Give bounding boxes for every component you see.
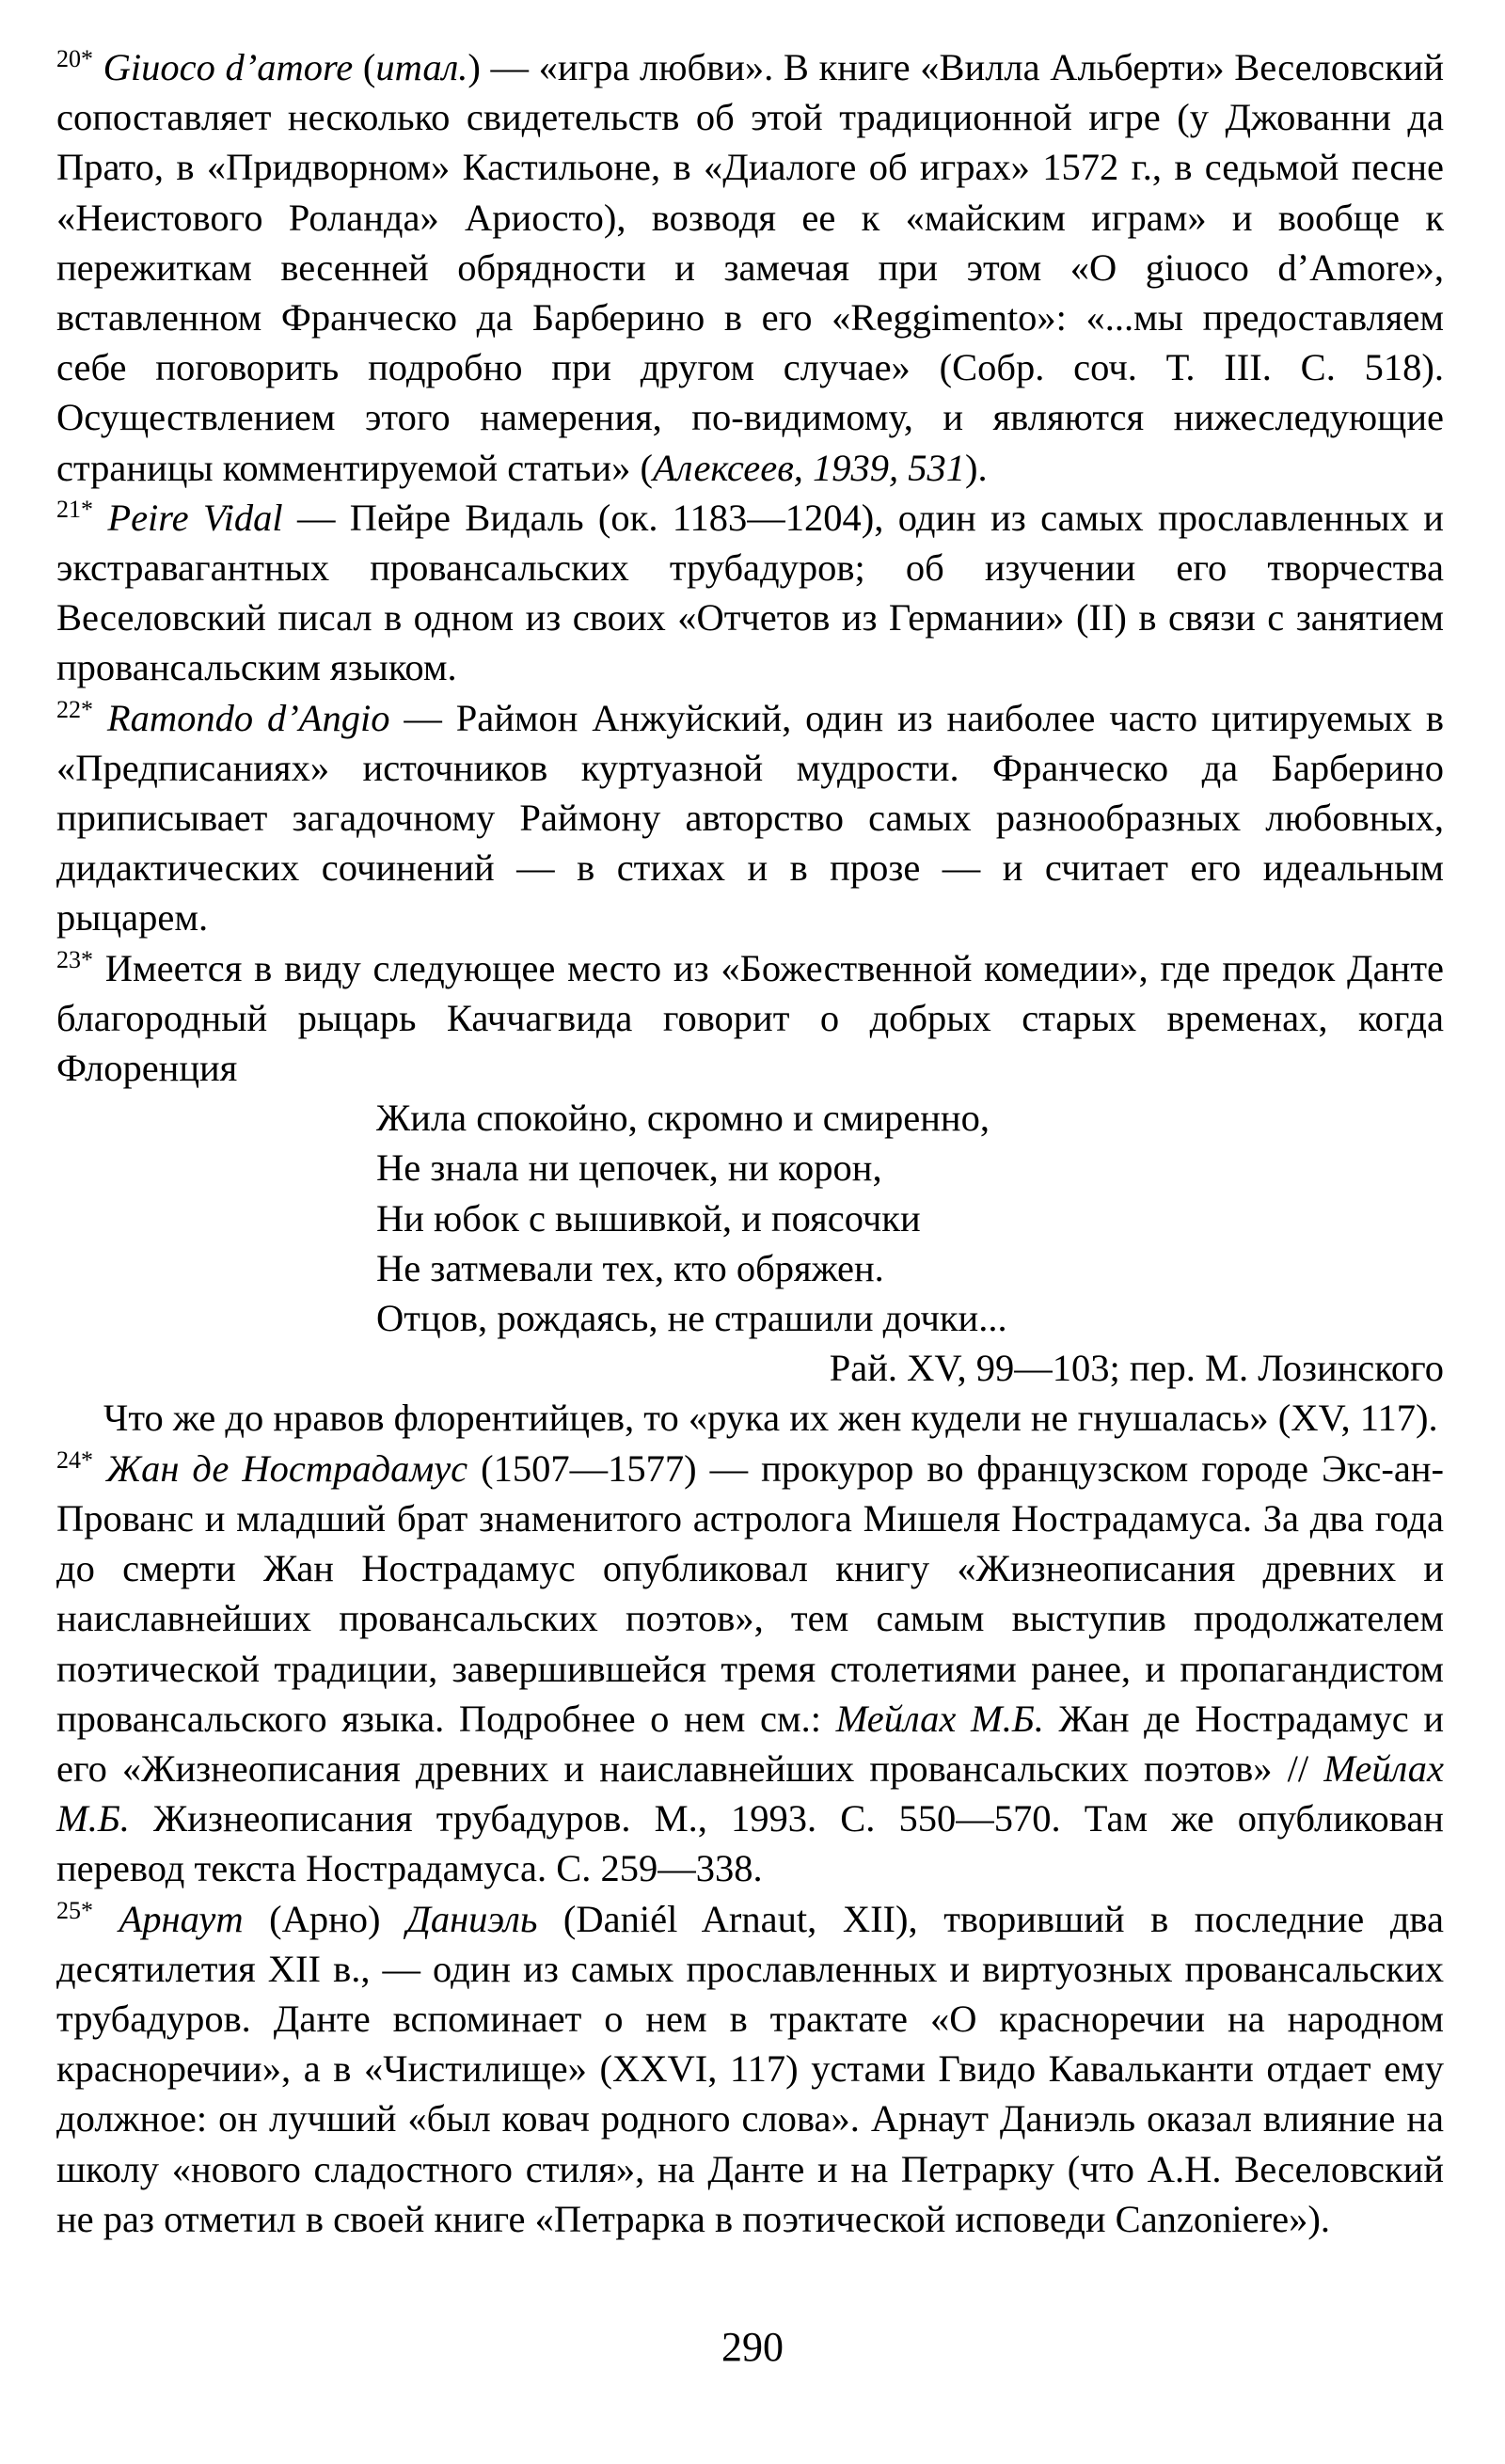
note-text: Имеется в виду следующее место из «Божественной комедии», где предок Данте благородный рыцарь Каччагвида говорит о добрых старых временах, когда Флоренция (56, 946, 1444, 1090)
note-text: — Пейре Видаль (ок. 1183—1204), один из самых прославленных и экстравагантных провансальских трубадуров; об изучении его творчества Веселовский писал в одном из своих «Отчетов из Германии» (II) в связи с занятием провансальским языком. (56, 496, 1444, 689)
note-term: Ramondo d’Angio (106, 696, 390, 739)
note-author: Мейлах М.Б. (56, 1746, 1444, 1840)
note-24 (56, 1444, 1444, 1894)
note-number: 24* (56, 1445, 93, 1474)
verse-source: Рай. XV, 99—103; пер. М. Лозинского (829, 1347, 1444, 1390)
note-language-abbr: итал. (375, 46, 468, 88)
note-22 (56, 693, 1444, 943)
note-number: 20* (56, 45, 93, 72)
verse-line: Отцов, рождаясь, не страшили дочки... (376, 1297, 1007, 1340)
verse-line: Ни юбок с вышивкой, и поясочки (376, 1196, 921, 1240)
note-continuation: Что же до нравов флорентийцев, то «рука их жен кудели не гнушалась» (XV, 117). (103, 1397, 1438, 1440)
verse-line: Жила спокойно, скромно и смиренно, (376, 1097, 990, 1140)
verse-line: Не затмевали тех, кто обряжен. (376, 1246, 884, 1289)
note-term: Даниэль (406, 1897, 538, 1940)
note-text: ) — «игра любви». В книге «Вилла Альберти» Веселовский сопоставляет несколько свидетельств об этой традиционной игре (у Джованни да Прато, в «Придворном» Кастильоне, в «Диалоге об играх» 1572 г., в седьмой песне «Неистового Роланда» Ариосто), возводя ее к «майским играм» и вообще к пережиткам весенней обрядности и замечая при этом «О giuoco d’Amore», вставленном Франческо да Барберино в его «Reggimento»: «...мы предоставляем себе поговорить подробно при другом случае» (Собр. соч. Т. III. С. 518). Осуществлением этого намерения, по-видимому, и являются нижеследующие страницы комментируемой статьи» ( (56, 46, 1444, 489)
note-author: Мейлах М.Б. (835, 1697, 1044, 1740)
note-number: 23* (56, 945, 93, 973)
note-term: Peire Vidal (107, 496, 283, 539)
note-text: (Арно) (243, 1897, 407, 1940)
note-number: 22* (56, 695, 93, 723)
verse-quote (56, 1093, 1444, 1343)
note-term: Жан де Нострадамус (106, 1446, 468, 1490)
note-text: (1507—1577) — прокурор во французском городе Экс-ан-Прованс и младший брат знаменитого астролога Мишеля Нострадамуса. За два года до смерти Жан Нострадамус опубликовал книгу «Жизнеописания древних и наиславнейших провансальских поэтов», тем самым выступив продолжателем поэтической традиции, завершившейся тремя столетиями ранее, и пропагандистом провансальского языка. Подробнее о нем см.: (56, 1446, 1445, 1740)
note-reference: Алексеев, 1939, 531 (653, 446, 966, 489)
note-text: (Daniél Arnaut, XII), творивший в последние два десятилетия XII в., — один из самых прославленных и виртуозных провансальских трубадуров. Данте вспоминает о нем в трактате «О красноречии на народном красноречии», а в «Чистилище» (XXVI, 117) устами Гвидо Кавальканти отдает ему должное: он лучший «был ковач родного слова». Арнаут Даниэль оказал влияние на школу «нового сладостного стиля», на Данте и на Петрарку (что А.Н. Веселовский не раз отметил в своей книге «Петрарка в поэтической исповеди Canzoniere»). (56, 1897, 1444, 2240)
note-number: 21* (56, 495, 93, 523)
note-term: Арнаут (119, 1897, 244, 1940)
note-text: Жан де Нострадамус и его «Жизнеописания древних и наиславнейших провансальских поэтов» // (56, 1697, 1445, 1790)
note-20 (56, 42, 1444, 493)
verse-line: Не знала ни цепочек, ни корон, (376, 1146, 882, 1190)
note-text: ). (965, 446, 988, 489)
note-21 (56, 493, 1444, 693)
note-text: ( (353, 46, 376, 88)
note-term: Giuoco d’amore (103, 46, 354, 88)
note-text: — Раймон Анжуйский, один из наиболее часто цитируемых в «Предписаниях» источников куртуазной мудрости. Франческо да Барберино приписывает загадочному Раймону авторство самых разнообразных любовных, дидактических сочинений — в стихах и в прозе — и считает его идеальным рыцарем. (56, 696, 1445, 940)
note-text: Жизнеописания трубадуров. М., 1993. С. 550—570. Там же опубликован перевод текста Нострадамуса. С. 259—338. (56, 1797, 1444, 1890)
note-25 (56, 1894, 1444, 2244)
note-number: 25* (56, 1896, 93, 1924)
page-number: 290 (721, 2324, 784, 2370)
note-23 (56, 943, 1444, 1094)
page-body (56, 42, 1444, 2244)
